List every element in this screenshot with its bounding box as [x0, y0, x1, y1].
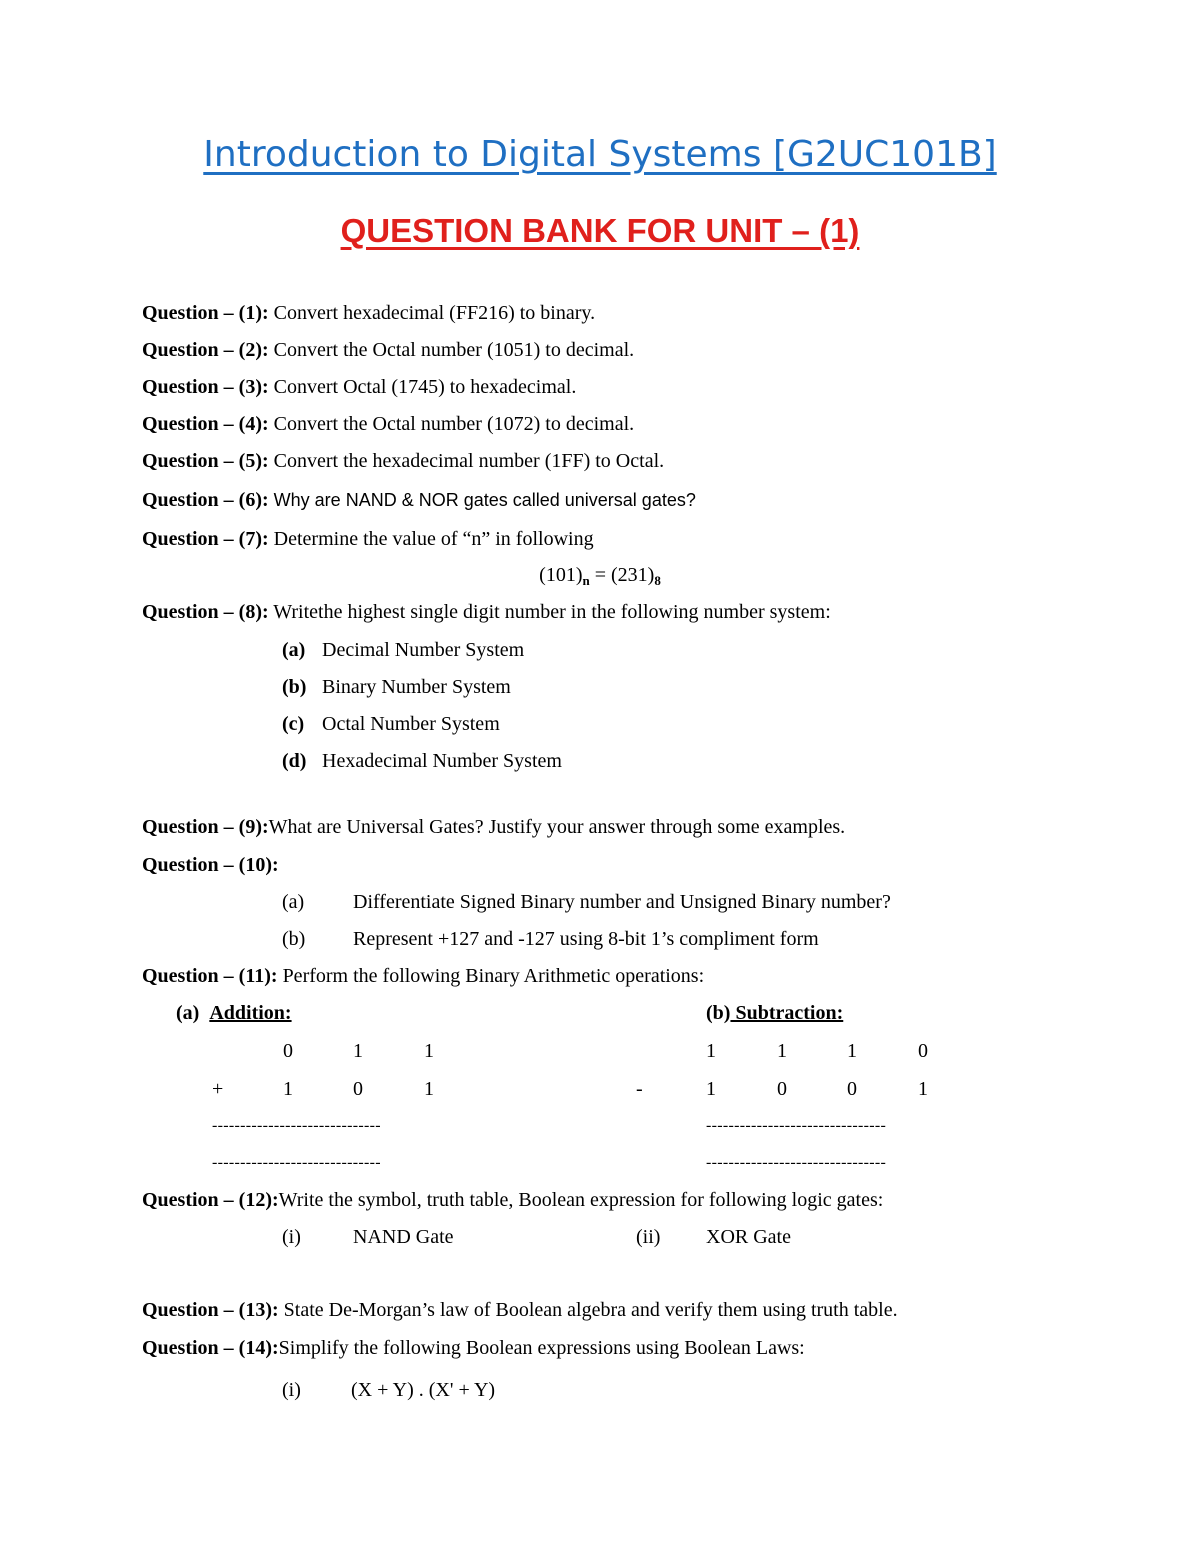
- question-text: Write the symbol, truth table, Boolean expression for following logic gates:: [278, 1189, 884, 1211]
- question-text: Determine the value of “n” in following: [268, 528, 594, 550]
- question-4: [142, 413, 634, 436]
- question-text: Convert Octal (1745) to hexadecimal.: [268, 376, 577, 398]
- question-2: [142, 339, 634, 362]
- subtraction-operator: -: [636, 1078, 643, 1100]
- question-text: Writethe highest single digit number in the following number system:: [268, 601, 831, 623]
- addition-digit: 0: [353, 1078, 363, 1100]
- question-label: Question – (7):: [142, 528, 269, 550]
- q8-option-d-text: Hexadecimal Number System: [322, 750, 562, 772]
- q8-option-a-text: Decimal Number System: [322, 639, 525, 661]
- q8-option-b: [282, 676, 306, 699]
- question-text: Convert the Octal number (1051) to decimal.: [268, 339, 635, 361]
- question-label: Question – (13):: [142, 1299, 279, 1321]
- question-label: Question – (2):: [142, 339, 269, 361]
- question-text: What are Universal Gates? Justify your answer through some examples.: [268, 816, 846, 838]
- option-label: (a): [282, 639, 306, 661]
- addition-digit: 1: [424, 1078, 434, 1100]
- option-label: (d): [282, 750, 307, 772]
- question-9: [142, 816, 845, 839]
- question-12: [142, 1189, 883, 1212]
- question-text: Simplify the following Boolean expressions using Boolean Laws:: [278, 1337, 805, 1359]
- q14-option-i-text: (X + Y) . (X' + Y): [351, 1379, 496, 1401]
- question-5: [142, 450, 664, 473]
- document-subtitle: QUESTION BANK FOR UNIT – (1): [340, 212, 860, 249]
- equation-right-base: 8: [654, 573, 661, 588]
- subtraction-digit: 0: [777, 1078, 787, 1100]
- addition-operator: +: [212, 1078, 224, 1100]
- option-label: (c): [282, 713, 305, 735]
- equation-left-base: n: [582, 573, 590, 588]
- question-1: [142, 302, 595, 325]
- addition-digit: 1: [353, 1040, 363, 1062]
- subtraction-label: (b): [706, 1002, 731, 1024]
- document-title: Introduction to Digital Systems [G2UC101B]: [203, 134, 997, 175]
- question-label: Question – (11):: [142, 965, 278, 987]
- addition-label: (a): [176, 1002, 200, 1024]
- q8-option-d: [282, 750, 306, 773]
- subtraction-digit: 1: [706, 1078, 716, 1100]
- option-label: (b): [282, 676, 307, 698]
- subtraction-digit: 1: [777, 1040, 787, 1062]
- question-13: [142, 1299, 898, 1322]
- q8-option-c: [282, 713, 304, 736]
- subtraction-digit: 1: [918, 1078, 928, 1100]
- question-text: Perform the following Binary Arithmetic operations:: [277, 965, 705, 987]
- q10-option-b-label: (b): [282, 928, 306, 950]
- addition-digit: 0: [283, 1040, 293, 1062]
- question-label: Question – (1):: [142, 302, 269, 324]
- equation-right: = (231): [589, 564, 655, 586]
- subtraction-heading: [706, 1002, 843, 1025]
- subtraction-divider: --------------------------------: [706, 1117, 887, 1134]
- subtraction-title: Subtraction:: [730, 1002, 844, 1024]
- question-label: Question – (9):: [142, 816, 269, 838]
- addition-digit: 1: [424, 1040, 434, 1062]
- question-8: [142, 601, 831, 624]
- question-label: Question – (12):: [142, 1189, 279, 1211]
- q12-option-i-text: NAND Gate: [353, 1226, 454, 1248]
- question-10: [142, 854, 279, 877]
- q8-option-a: [282, 639, 305, 662]
- q14-option-i-label: (i): [282, 1379, 301, 1401]
- q8-option-c-text: Octal Number System: [322, 713, 500, 735]
- q10-option-a-label: (a): [282, 891, 305, 913]
- question-text: Convert the Octal number (1072) to decimal.: [268, 413, 635, 435]
- question-label: Question – (5):: [142, 450, 269, 472]
- question-14: [142, 1337, 805, 1360]
- subtraction-digit: 0: [918, 1040, 928, 1062]
- question-label: Question – (3):: [142, 376, 269, 398]
- q12-option-i-label: (i): [282, 1226, 301, 1248]
- addition-divider: ------------------------------: [212, 1117, 381, 1134]
- question-11: [142, 965, 704, 988]
- subtraction-digit: 0: [847, 1078, 857, 1100]
- question-text: Convert hexadecimal (FF216) to binary.: [268, 302, 596, 324]
- q12-option-ii-label: (ii): [636, 1226, 661, 1248]
- question-text: State De-Morgan’s law of Boolean algebra and verify them using truth table.: [278, 1299, 898, 1321]
- addition-digit: 1: [283, 1078, 293, 1100]
- q7-equation: [0, 564, 1200, 589]
- question-7: [142, 528, 594, 551]
- question-label: Question – (10):: [142, 854, 279, 876]
- q8-option-b-text: Binary Number System: [322, 676, 511, 698]
- question-label: Question – (6):: [142, 489, 269, 511]
- subtraction-digit: 1: [847, 1040, 857, 1062]
- addition-title: Addition:: [209, 1002, 292, 1024]
- equation-left: (101): [539, 564, 583, 586]
- subtraction-digit: 1: [706, 1040, 716, 1062]
- addition-divider: ------------------------------: [212, 1154, 381, 1171]
- question-text: Convert the hexadecimal number (1FF) to Octal.: [268, 450, 665, 472]
- question-label: Question – (14):: [142, 1337, 279, 1359]
- q12-option-ii-text: XOR Gate: [706, 1226, 791, 1248]
- question-3: [142, 376, 576, 399]
- q10-option-b-text: Represent +127 and -127 using 8-bit 1’s compliment form: [353, 928, 819, 950]
- question-label: Question – (8):: [142, 601, 269, 623]
- subtraction-divider: --------------------------------: [706, 1154, 887, 1171]
- question-text: Why are NAND & NOR gates called universal gates?: [268, 490, 696, 510]
- question-label: Question – (4):: [142, 413, 269, 435]
- question-6: [142, 489, 696, 512]
- addition-heading: [176, 1002, 292, 1025]
- q10-option-a-text: Differentiate Signed Binary number and Unsigned Binary number?: [353, 891, 891, 913]
